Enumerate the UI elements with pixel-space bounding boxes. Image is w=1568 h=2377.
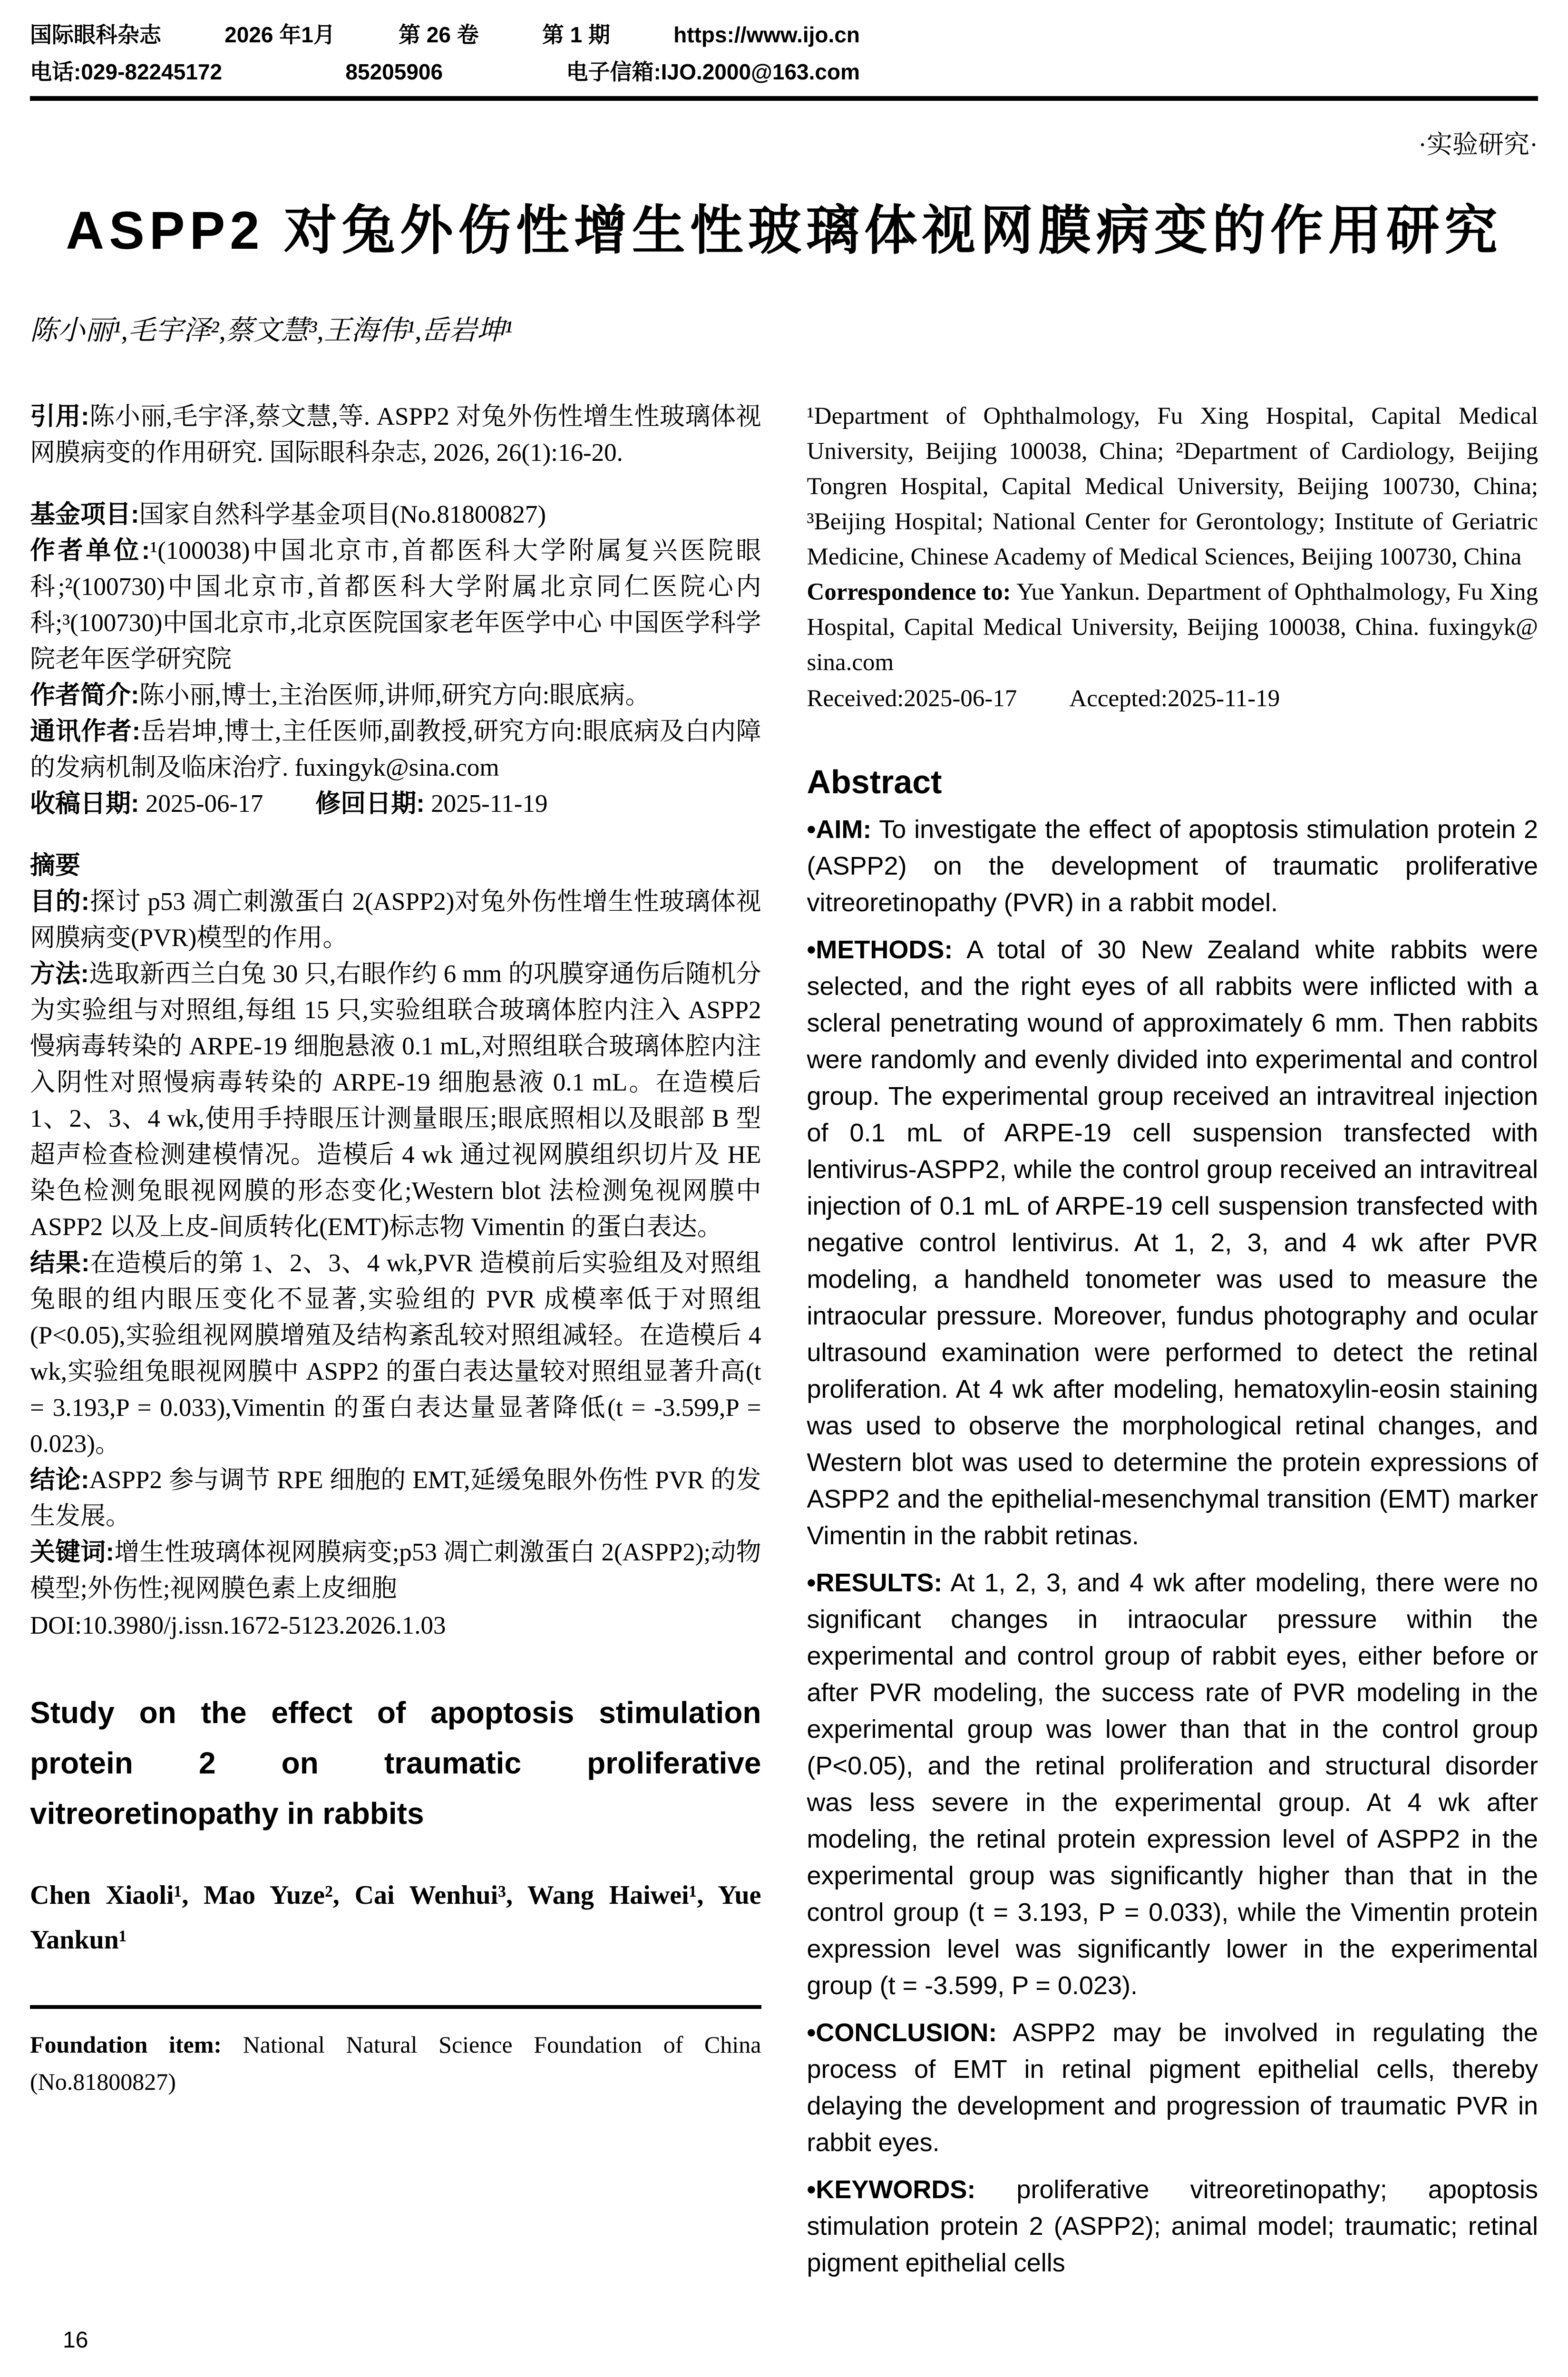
article-type-tag: ·实验研究· bbox=[1418, 130, 1538, 159]
abstract-cn-heading: 摘要 bbox=[30, 851, 80, 879]
journal-header-line1 bbox=[30, 16, 860, 53]
aim-cn-label: 目的: bbox=[30, 887, 90, 916]
results-cn-paragraph bbox=[30, 1245, 761, 1462]
header-rule bbox=[30, 96, 1538, 101]
aim-en-text: To investigate the effect of apoptosis stimulation protein 2 (ASPP2) on the development of traumatic proliferative vitreoretinopathy (PVR) in a rabbit model. bbox=[807, 815, 1538, 917]
journal-issue: 第 1 期 bbox=[542, 22, 611, 47]
conclusion-cn-text: ASPP2 参与调节 RPE 细胞的 EMT,延缓兔眼外伤性 PVR 的发生发展。 bbox=[30, 1466, 761, 1530]
keywords-en-text: proliferative vitreoretinopathy; apoptosis stimulation protein 2 (ASPP2); animal model; traumatic; retinal pigment epithelial cells bbox=[807, 2175, 1538, 2277]
page-number: 16 bbox=[63, 2328, 88, 2353]
results-en-text: At 1, 2, 3, and 4 wk after modeling, there were no significant changes in intraocular pressure within the experimental and control group of rabbit eyes, either before or after PVR modeling, the success rate of PVR modeling in the experimental group was lower than that in the control group (P<0.05), and the retinal proliferation and structural disorder was less severe in the experimental group. At 4 wk after modeling, the retinal protein expression level of ASPP2 in the experimental group was significantly higher than that in the control group (t = 3.193, P = 0.033), while the Vimentin protein expression level was significantly lower in the experimental group (t = -3.599, P = 0.023). bbox=[807, 1568, 1538, 2000]
authors-cn: 陈小丽¹,毛宇泽²,蔡文慧³,王海伟¹,岳岩坤¹ bbox=[30, 315, 513, 346]
affiliation-cn-label: 作者单位: bbox=[30, 536, 150, 565]
keywords-cn-label: 关键词: bbox=[30, 1538, 115, 1566]
methods-cn-text: 选取新西兰白兔 30 只,右眼作约 6 mm 的巩膜穿通伤后随机分为实验组与对照组,每组 15 只,实验组联合玻璃体腔内注入 ASPP2 慢病毒转染的 ARPE-19 细胞悬液 0.1 mL,对照组联合玻璃体腔内注入阴性对照慢病毒转染的 ARPE-19 细胞悬液 0.1 mL。在造模后 1、2、3、4 wk,使用手持眼压计测量眼压;眼底照相以及眼部 B 型超声检查检测建模情况。造模后 4 wk 通过视网膜组织切片及 HE 染色检测兔眼视网膜的形态变化;Western blot 法检测兔视网膜中 ASPP2 以及上皮-间质转化(EMT)标志物 Vimentin 的蛋白表达。 bbox=[30, 960, 761, 1241]
authors-en: Chen Xiaoli¹, Mao Yuze², Cai Wenhui³, Wang Haiwei¹, Yue Yankun¹ bbox=[30, 1880, 761, 1955]
foundation-label: Foundation item: bbox=[30, 2031, 222, 2058]
corresponding-author-cn-text: 岳岩坤,博士,主任医师,副教授,研究方向:眼底病及白内障的发病机制及临床治疗. fuxingyk@sina.com bbox=[30, 718, 761, 781]
keywords-en-label: •KEYWORDS: bbox=[807, 2175, 976, 2204]
received-cn-label: 收稿日期: bbox=[30, 789, 139, 818]
journal-url: https://www.ijo.cn bbox=[673, 22, 860, 47]
affiliation-cn-paragraph bbox=[30, 533, 761, 677]
accepted-en-date: 2025-11-19 bbox=[1168, 685, 1280, 712]
abstract-en-heading: Abstract bbox=[807, 763, 942, 800]
citation-text: 陈小丽,毛宇泽,蔡文慧,等. ASPP2 对兔外伤性增生性玻璃体视网膜病变的作用研究. 国际眼科杂志, 2026, 26(1):16-20. bbox=[30, 403, 761, 467]
conclusion-cn-label: 结论: bbox=[30, 1466, 89, 1494]
accepted-en-label: Accepted: bbox=[1069, 685, 1168, 712]
results-en-paragraph bbox=[807, 1565, 1539, 2004]
left-column bbox=[30, 399, 761, 2281]
methods-en-paragraph bbox=[807, 932, 1539, 1554]
dates-en-paragraph bbox=[807, 681, 1539, 716]
methods-cn-paragraph bbox=[30, 956, 761, 1245]
article-title-cn: ASPP2 对兔外伤性增生性玻璃体视网膜病变的作用研究 bbox=[66, 201, 1502, 260]
journal-date: 2026 年1月 bbox=[224, 22, 335, 47]
journal-phone: 电话:029-82245172 bbox=[30, 59, 223, 84]
foundation-text: National Natural Science Foundation of China (No.81800827) bbox=[30, 2031, 761, 2095]
article-body bbox=[30, 399, 1538, 2281]
conclusion-cn-paragraph bbox=[30, 1462, 761, 1534]
journal-volume: 第 26 卷 bbox=[398, 22, 479, 47]
author-bio-text: 陈小丽,博士,主治医师,讲师,研究方向:眼底病。 bbox=[139, 682, 651, 709]
corresponding-author-cn-label: 通讯作者: bbox=[30, 717, 141, 745]
article-title-en: Study on the effect of apoptosis stimulation protein 2 on traumatic proliferative vitreoretinopathy in rabbits bbox=[30, 1695, 761, 1831]
footnote-rule bbox=[30, 2005, 761, 2009]
received-en-date: 2025-06-17 bbox=[904, 685, 1017, 712]
correspondence-text: Yue Yankun. Department of Ophthalmology, Fu Xing Hospital, Capital Medical University, Beijing 100038, China. fuxingyk@ sina.com bbox=[807, 579, 1538, 676]
right-column bbox=[807, 399, 1539, 2281]
results-cn-label: 结果: bbox=[30, 1249, 90, 1277]
methods-en-label: •METHODS: bbox=[807, 935, 953, 964]
correspondence-label: Correspondence to: bbox=[807, 579, 1011, 605]
aim-cn-text: 探讨 p53 凋亡刺激蛋白 2(ASPP2)对兔外伤性增生性玻璃体视网膜病变(PVR)模型的作用。 bbox=[30, 888, 761, 952]
citation-paragraph bbox=[30, 399, 761, 471]
conclusion-en-paragraph bbox=[807, 2015, 1539, 2161]
journal-name: 国际眼科杂志 bbox=[30, 22, 161, 47]
keywords-cn-text: 增生性玻璃体视网膜病变;p53 凋亡刺激蛋白 2(ASPP2);动物模型;外伤性;视网膜色素上皮细胞 bbox=[30, 1539, 761, 1602]
revised-cn-label: 修回日期: bbox=[315, 789, 425, 818]
dates-cn-paragraph bbox=[30, 786, 761, 822]
fund-text: 国家自然科学基金项目(No.81800827) bbox=[139, 501, 546, 528]
keywords-cn-paragraph bbox=[30, 1534, 761, 1607]
results-cn-text: 在造模后的第 1、2、3、4 wk,PVR 造模前后实验组及对照组兔眼的组内眼压变化不显著,实验组的 PVR 成模率低于对照组(P<0.05),实验组视网膜增殖及结构紊乱较对照组减轻。在造模后 4 wk,实验组兔眼视网膜中 ASPP2 的蛋白表达量较对照组显著升高(t = 3.193,P = 0.033),Vimentin 的蛋白表达量显著降低(t = -3.599,P = 0.023)。 bbox=[30, 1249, 761, 1458]
journal-header-line2 bbox=[30, 53, 860, 90]
doi-line: DOI:10.3980/j.issn.1672-5123.2026.1.03 bbox=[30, 1612, 446, 1639]
correspondence-paragraph bbox=[807, 575, 1539, 680]
methods-en-text: A total of 30 New Zealand white rabbits were selected, and the right eyes of all rabbits were inflicted with a scleral penetrating wound of approximately 6 mm. Then rabbits were randomly and evenly divided into experimental and control group. The experimental group received an intravitreal injection of 0.1 mL of ARPE-19 cell suspension transfected with lentivirus-ASPP2, while the control group received an intravitreal injection of 0.1 mL of ARPE-19 cell suspension transfected with negative control lentivirus. At 1, 2, 3, and 4 wk after PVR modeling, a handheld tonometer was used to measure the intraocular pressure. Moreover, fundus photography and ocular ultrasound examination were performed to detect the retinal proliferation. At 4 wk after modeling, hematoxylin-eosin staining was used to observe the morphological retinal changes, and Western blot was used to determine the protein expressions of ASPP2 and the epithelial-mesenchymal transition (EMT) marker Vimentin in the rabbit retinas. bbox=[807, 935, 1538, 1550]
foundation-paragraph bbox=[30, 2026, 761, 2100]
affiliation-cn-text: ¹(100038)中国北京市,首都医科大学附属复兴医院眼科;²(100730)中国北京市,首都医科大学附属北京同仁医院心内科;³(100730)中国北京市,北京医院国家老年医学中心 中国医学科学院老年医学研究院 bbox=[30, 537, 761, 673]
keywords-en-paragraph bbox=[807, 2172, 1539, 2281]
fund-paragraph bbox=[30, 497, 761, 533]
methods-cn-label: 方法: bbox=[30, 960, 89, 988]
citation-label: 引用: bbox=[30, 402, 89, 430]
corresponding-author-cn-paragraph bbox=[30, 713, 761, 786]
aim-en-paragraph bbox=[807, 811, 1539, 921]
journal-email: 电子信箱:IJO.2000@163.com bbox=[566, 59, 860, 84]
results-en-label: •RESULTS: bbox=[807, 1568, 943, 1597]
revised-cn-date: 2025-11-19 bbox=[424, 790, 548, 818]
affiliations-en-paragraph: ¹Department of Ophthalmology, Fu Xing Hospital, Capital Medical University, Beijing 100038, China; ²Department of Cardiology, Beijing Tongren Hospital, Capital Medical University, Beijing 100730, China; ³Beijing Hospital; National Center for Gerontology; Institute of Geriatric Medicine, Chinese Academy of Medical Sciences, Beijing 100730, China bbox=[807, 403, 1538, 570]
author-bio-label: 作者简介: bbox=[30, 681, 139, 709]
received-cn-date: 2025-06-17 bbox=[139, 790, 263, 818]
fund-label: 基金项目: bbox=[30, 500, 139, 528]
received-en-label: Received: bbox=[807, 685, 904, 712]
conclusion-en-label: •CONCLUSION: bbox=[807, 2018, 997, 2047]
conclusion-en-text: ASPP2 may be involved in regulating the process of EMT in retinal pigment epithelial cells, thereby delaying the development and progression of traumatic PVR in rabbit eyes. bbox=[807, 2018, 1538, 2157]
aim-en-label: •AIM: bbox=[807, 815, 872, 844]
author-bio-paragraph bbox=[30, 677, 761, 713]
journal-phone2: 85205906 bbox=[345, 59, 443, 84]
aim-cn-paragraph bbox=[30, 884, 761, 956]
